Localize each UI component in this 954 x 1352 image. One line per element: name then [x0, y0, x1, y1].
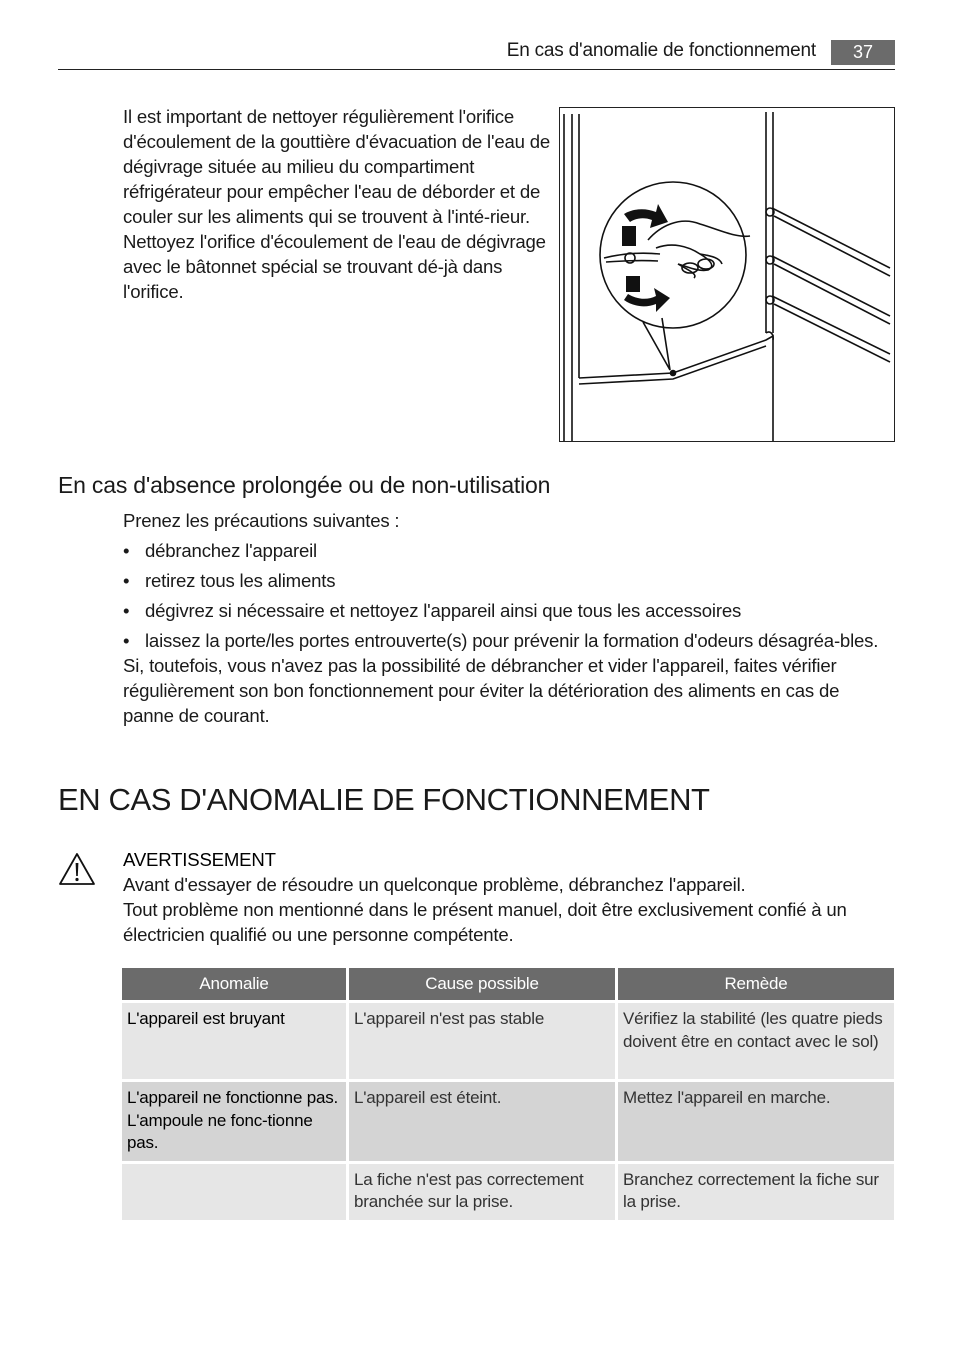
- table-cell: L'appareil n'est pas stable: [349, 1000, 618, 1079]
- bullet-icon: •: [123, 630, 130, 651]
- table-cell: Mettez l'appareil en marche.: [618, 1079, 894, 1161]
- table-cell: Vérifiez la stabilité (les quatre pieds doivent être en contact avec le sol): [618, 1000, 894, 1079]
- fridge-drain-drawing: [560, 108, 894, 441]
- table-row: [122, 1000, 894, 1079]
- page-number: 37: [831, 40, 895, 65]
- list-item-text: dégivrez si nécessaire et nettoyez l'appareil ainsi que tous les accessoires: [145, 600, 742, 621]
- column-header-anomalie: Anomalie: [122, 968, 349, 1000]
- table-row: [122, 1079, 894, 1161]
- table-cell: La fiche n'est pas correctement branchée sur la prise.: [349, 1161, 618, 1220]
- table-cell: [122, 1161, 349, 1220]
- precaution-list: [123, 538, 893, 653]
- troubleshooting-table: [122, 968, 894, 1220]
- list-item-text: retirez tous les aliments: [145, 570, 336, 591]
- list-item: [123, 598, 893, 623]
- list-item-text: débranchez l'appareil: [145, 540, 317, 561]
- warning-line-2: Tout problème non mentionné dans le présent manuel, doit être exclusivement confié à un électricien qualifié ou une personne compétente.: [123, 899, 847, 945]
- intro-paragraph: Il est important de nettoyer régulièrement l'orifice d'écoulement de la gouttière d'évacuation de l'eau de dégivrage située au milieu du compartiment réfrigérateur pour empêcher l'eau de déborder et de couler sur les aliments qui se trouvent à l'inté-rieur. Nettoyez l'orifice d'écoulement de l'eau de dégivrage avec le bâtonnet spécial se trouvant dé-jà dans l'orifice.: [123, 106, 550, 302]
- absence-section: [123, 508, 893, 728]
- absence-closing: Si, toutefois, vous n'avez pas la possibilité de débrancher et vider l'appareil, faites vérifier régulièrement son bon fonctionnement pour éviter la détérioration des aliments en cas de panne de courant.: [123, 655, 840, 726]
- table-cell: L'appareil est éteint.: [349, 1079, 618, 1161]
- table-cell: L'appareil est bruyant: [122, 1000, 349, 1079]
- list-item: [123, 628, 893, 653]
- warning-notice: [123, 847, 893, 947]
- warning-line-1: Avant d'essayer de résoudre un quelconque problème, débranchez l'appareil.: [123, 874, 746, 895]
- bullet-icon: •: [123, 570, 130, 591]
- table-header-row: [122, 968, 894, 1000]
- running-header: En cas d'anomalie de fonctionnement: [506, 40, 816, 61]
- warning-triangle-icon: [58, 852, 96, 886]
- list-item: [123, 538, 893, 563]
- list-item-text: laissez la porte/les portes entrouverte(s) pour prévenir la formation d'odeurs désagréa-bles.: [145, 630, 879, 651]
- absence-lead: Prenez les précautions suivantes :: [123, 510, 400, 531]
- bullet-icon: •: [123, 600, 130, 621]
- header-divider: [58, 69, 895, 70]
- bullet-icon: •: [123, 540, 130, 561]
- list-item: [123, 568, 893, 593]
- column-header-cause: Cause possible: [349, 968, 618, 1000]
- column-header-remede: Remède: [618, 968, 894, 1000]
- drain-cleaning-illustration: [559, 107, 895, 442]
- warning-title: AVERTISSEMENT: [123, 849, 276, 870]
- table-row: [122, 1161, 894, 1220]
- section-title: EN CAS D'ANOMALIE DE FONCTIONNEMENT: [58, 782, 710, 817]
- table-cell: Branchez correctement la fiche sur la prise.: [618, 1161, 894, 1220]
- absence-heading: En cas d'absence prolongée ou de non-utilisation: [58, 472, 551, 498]
- table-cell: L'appareil ne fonctionne pas. L'ampoule ne fonc-tionne pas.: [122, 1079, 349, 1161]
